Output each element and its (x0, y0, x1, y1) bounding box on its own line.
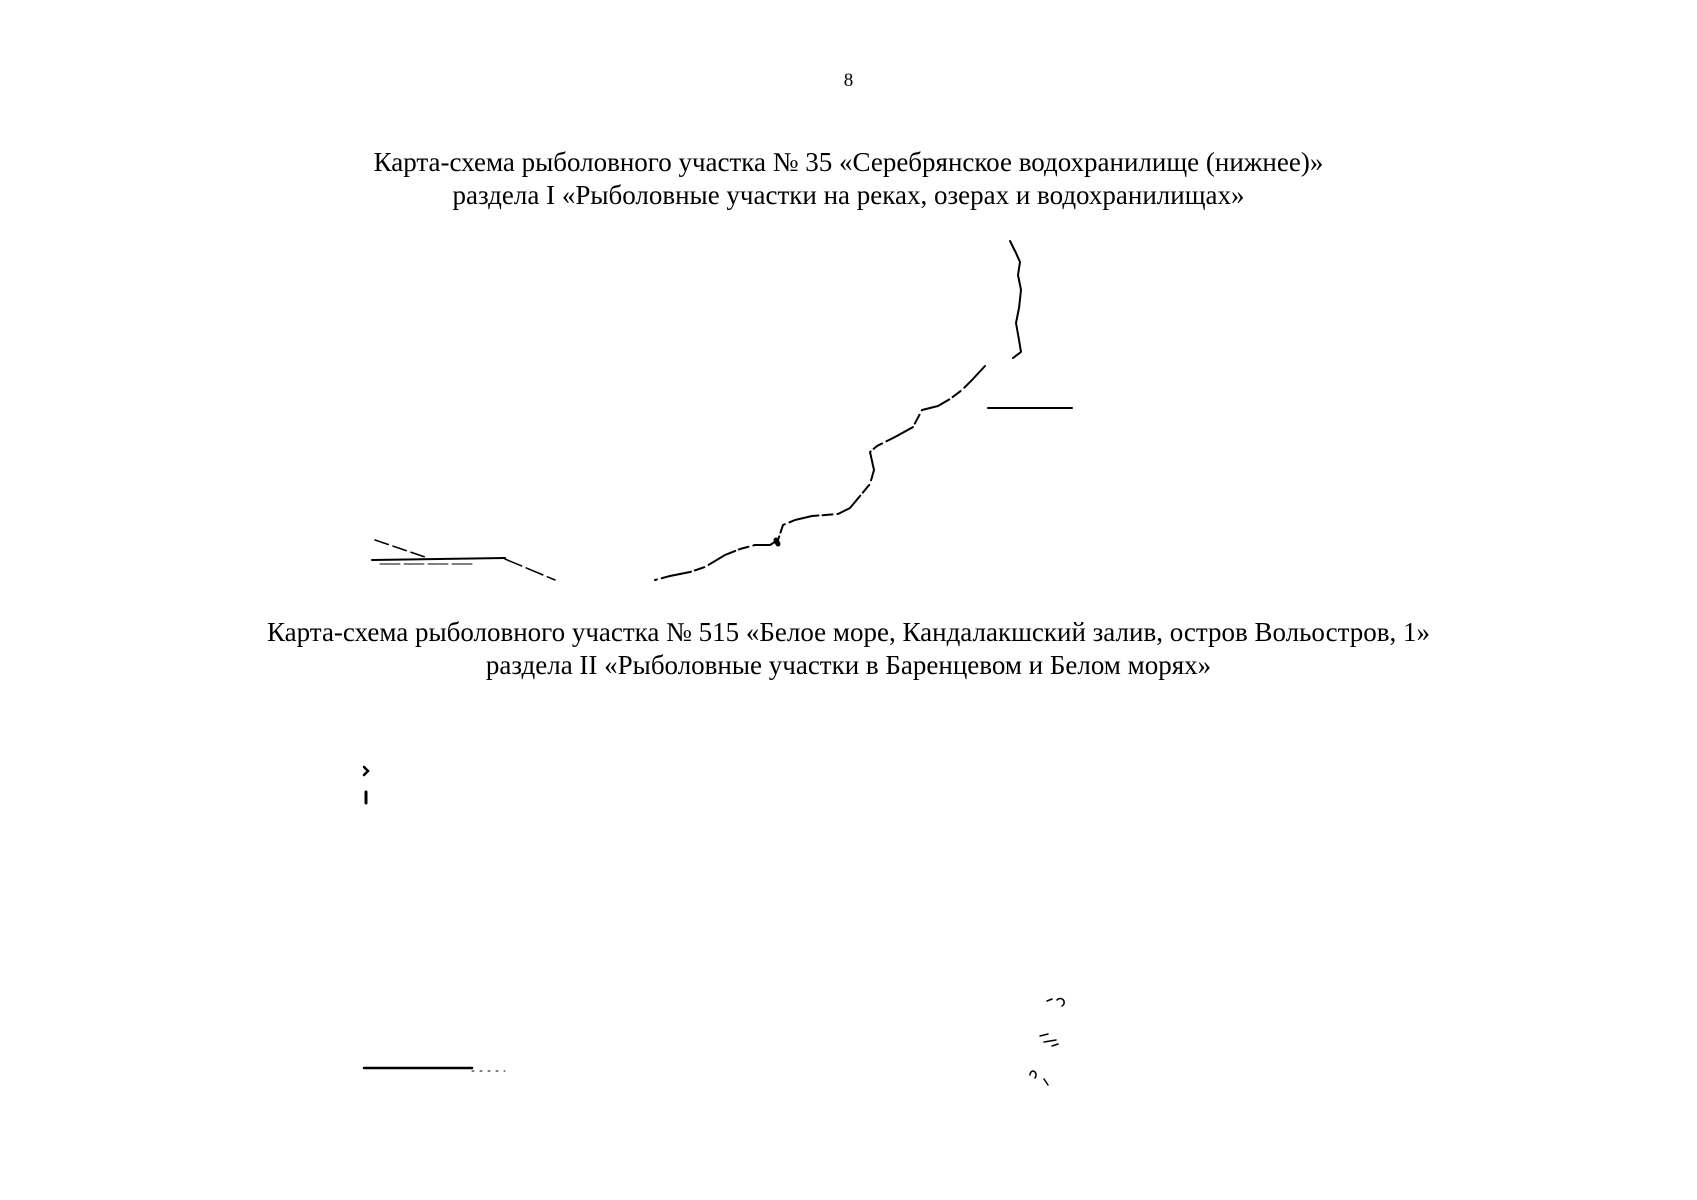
page-number: 8 (843, 70, 854, 91)
map-caption-515-section: раздела II «Рыболовные участки в Баренцевом и Белом морях» (485, 650, 1212, 680)
fragment-mark-1 (1047, 998, 1064, 1006)
boundary-left-diagonal (375, 540, 425, 557)
shoreline-upper (1010, 241, 1021, 358)
map-caption-35-section: раздела I «Рыболовные участки на реках, озерах и водохранилищах» (452, 180, 1245, 210)
map-caption-35 (0, 146, 1697, 212)
map-mark-upper (364, 767, 368, 775)
fragment-mark-3 (1030, 1071, 1048, 1085)
shoreline-main (655, 366, 985, 580)
shoreline-blob (776, 540, 778, 544)
map-caption-515-title: Карта-схема рыболовного участка № 515 «Белое море, Кандалакшский залив, остров Вольостров, 1» (267, 617, 1430, 647)
fragment-mark-2 (1040, 1034, 1058, 1046)
boundary-left-tail (505, 559, 555, 580)
map-caption-35-title: Карта-схема рыболовного участка № 35 «Серебрянское водохранилище (нижнее)» (373, 147, 1324, 177)
boundary-left-horizontal (372, 558, 505, 560)
map-caption-515 (0, 616, 1697, 682)
